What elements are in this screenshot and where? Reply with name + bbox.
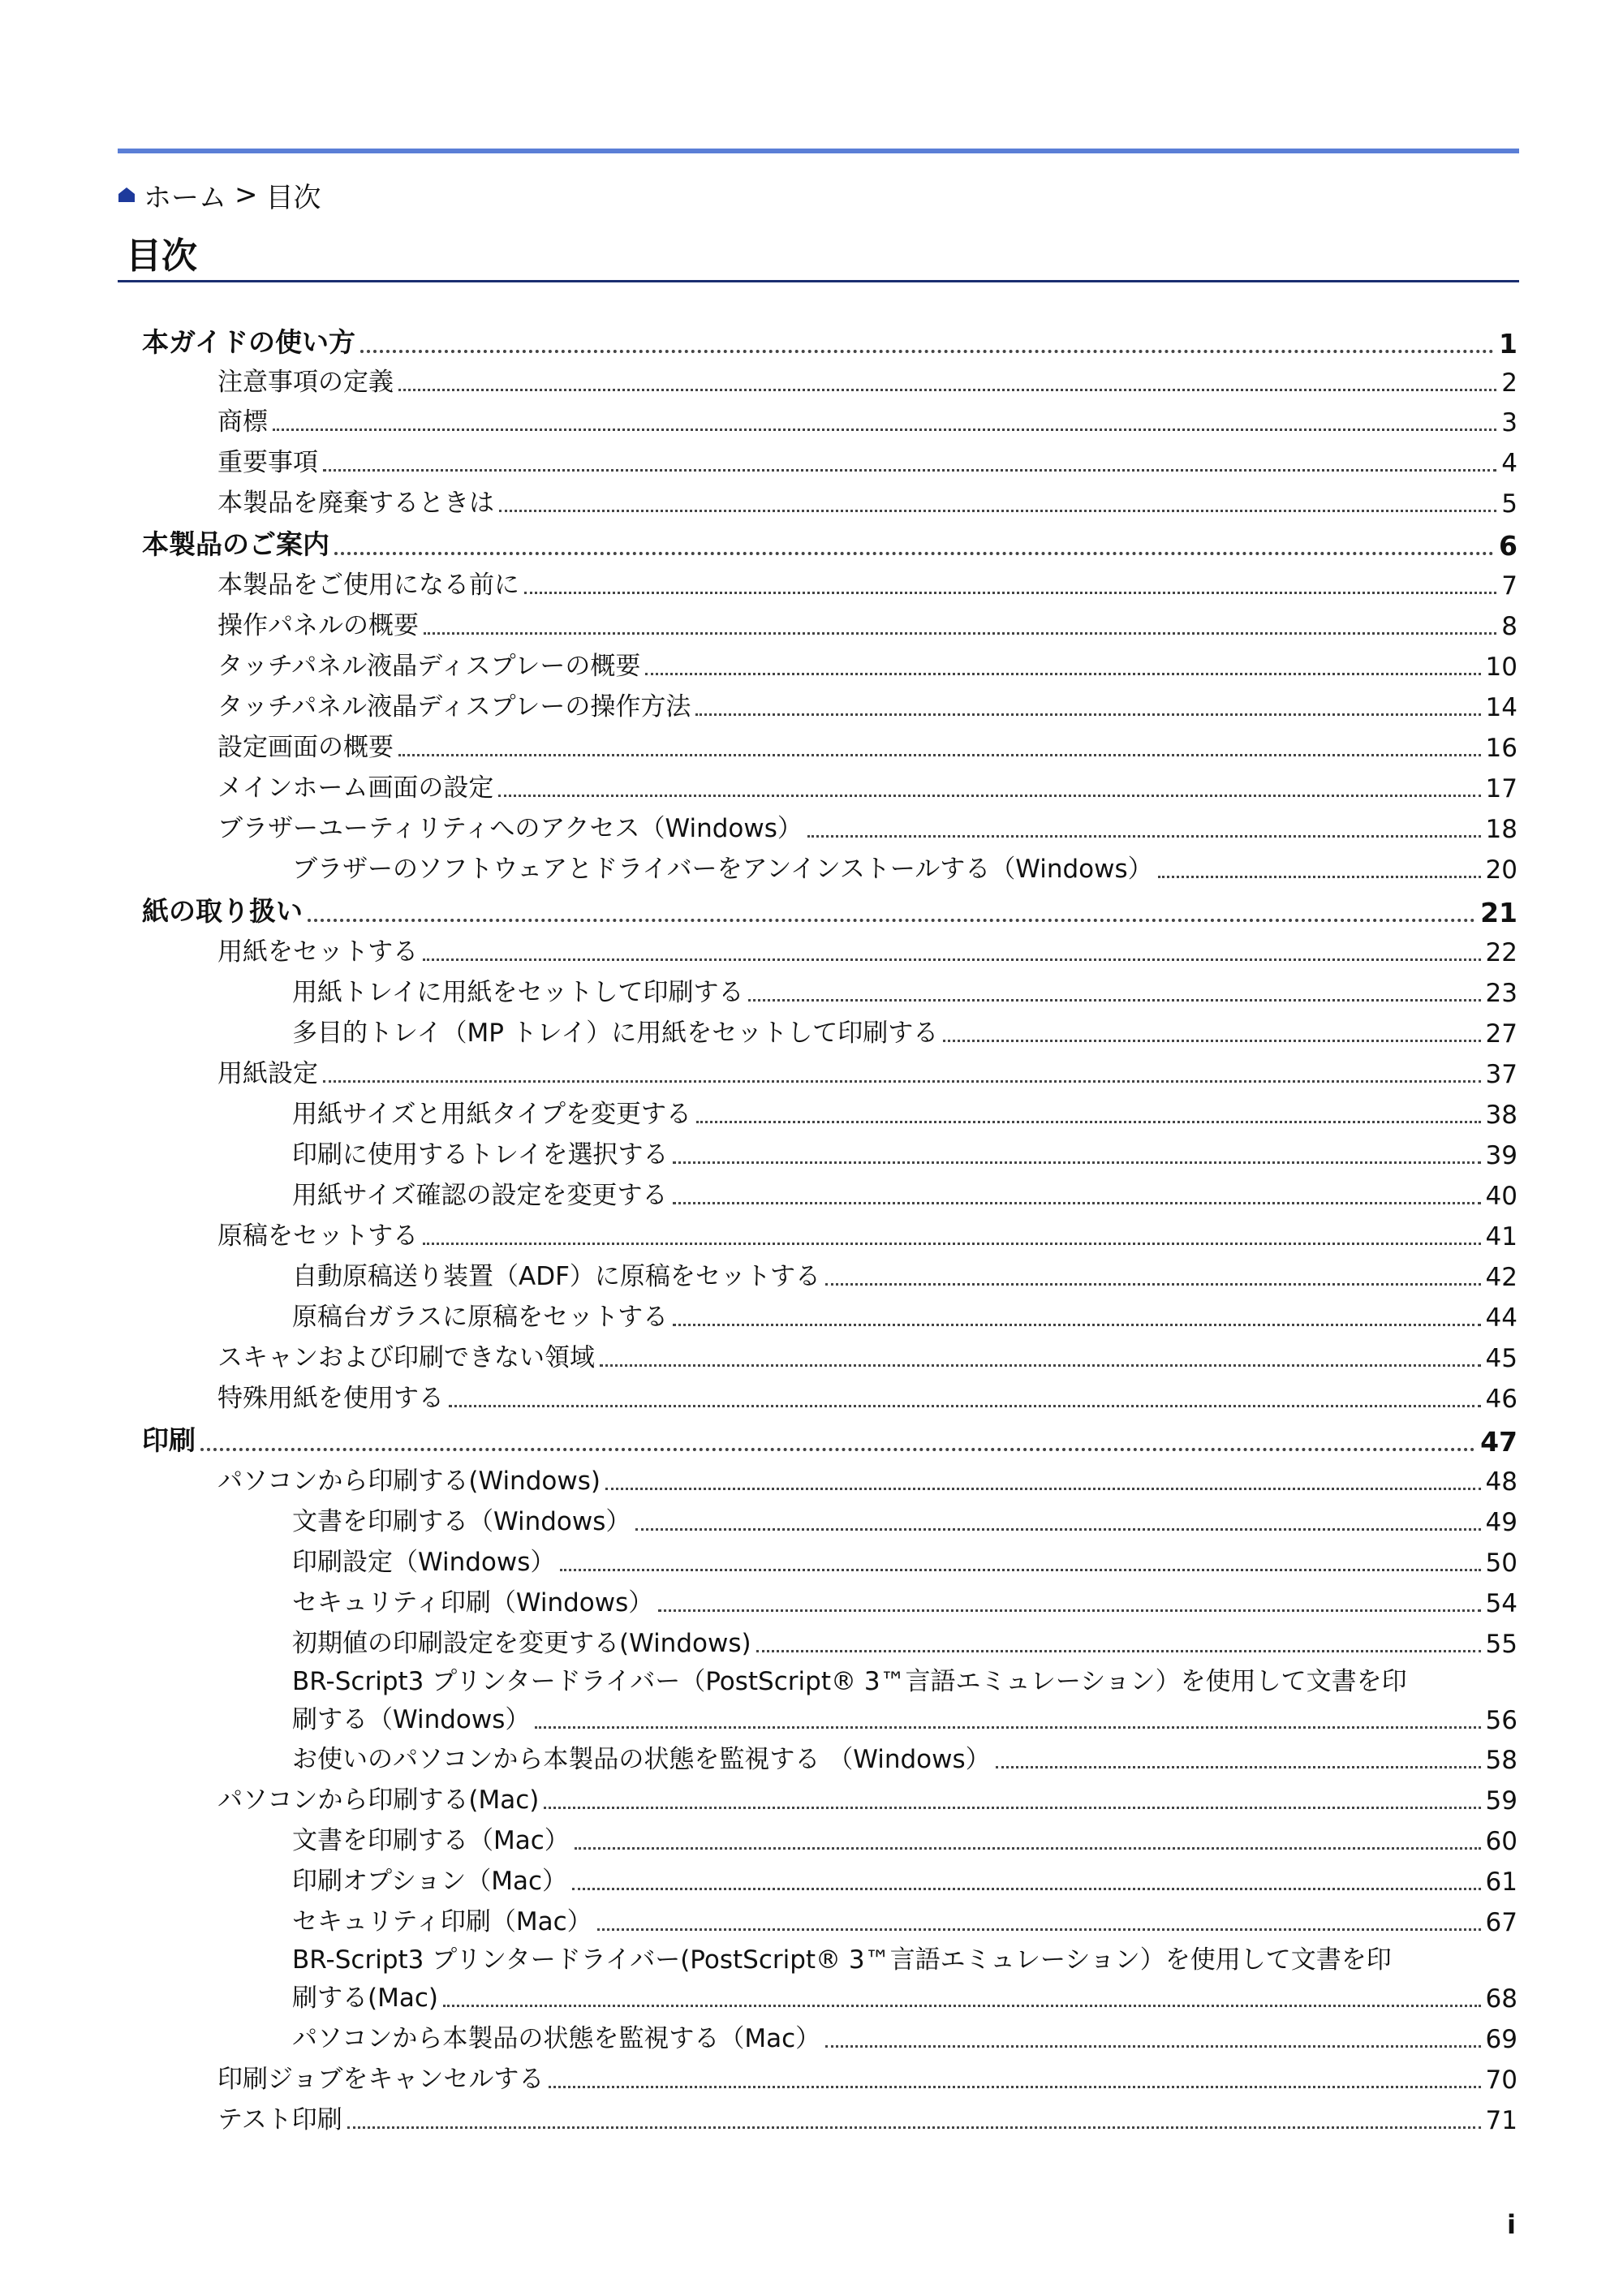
toc-dot-leader xyxy=(572,1888,1481,1890)
toc-entry[interactable] xyxy=(217,808,1518,844)
toc-page-number: 4 xyxy=(1501,449,1518,478)
toc-entry[interactable] xyxy=(292,1094,1518,1130)
toc-dot-leader xyxy=(398,754,1481,756)
toc-entry[interactable] xyxy=(217,2059,1518,2095)
toc-entry-title: パソコンから印刷する(Mac) xyxy=(217,1786,540,1815)
toc-entry-title: BR-Script3 プリンタードライバー(PostScript® 3™言語エミュレーション）を使用して文書を印 xyxy=(292,1945,1392,1975)
toc-page-number: 54 xyxy=(1485,1589,1518,1618)
toc-entry[interactable] xyxy=(292,1902,1518,1937)
toc-dot-leader xyxy=(524,592,1496,594)
toc-entry[interactable] xyxy=(292,1583,1518,1618)
toc-page-number: 59 xyxy=(1485,1786,1518,1816)
toc-page-number: 1 xyxy=(1499,328,1518,360)
toc-entry-title: 重要事項 xyxy=(217,448,318,477)
toc-dot-leader xyxy=(449,1405,1481,1407)
toc-entry[interactable] xyxy=(217,362,1518,398)
toc-dot-leader xyxy=(600,1364,1481,1367)
toc-dot-leader xyxy=(673,1324,1480,1326)
toc-page-number: 23 xyxy=(1485,979,1518,1008)
toc-page-number: 50 xyxy=(1485,1549,1518,1578)
toc-dot-leader xyxy=(499,510,1496,512)
toc-dot-leader xyxy=(695,713,1480,716)
toc-page-number: 70 xyxy=(1485,2066,1518,2095)
toc-page-number: 39 xyxy=(1485,1141,1518,1170)
toc-entry-title: タッチパネル液晶ディスプレーの操作方法 xyxy=(217,692,691,722)
toc-entry-title: メインホーム画面の設定 xyxy=(217,773,494,803)
toc-entry-title: 印刷 xyxy=(142,1424,196,1456)
toc-page-number: 68 xyxy=(1485,1984,1518,2014)
toc-dot-leader xyxy=(200,1448,1475,1451)
toc-entry[interactable] xyxy=(217,402,1518,437)
header-rule xyxy=(118,149,1519,153)
toc-dot-leader xyxy=(825,1283,1481,1286)
toc-dot-leader xyxy=(398,389,1496,391)
toc-entry[interactable] xyxy=(217,687,1518,722)
toc-dot-leader xyxy=(825,2045,1480,2048)
toc-page-number: 45 xyxy=(1485,1344,1518,1373)
toc-entry[interactable] xyxy=(142,321,1518,360)
toc-entry-title: タッチパネル液晶ディスプレーの概要 xyxy=(217,652,641,681)
toc-entry-title-continued: 刷する（Windows） xyxy=(292,1705,531,1734)
toc-dot-leader xyxy=(560,1569,1480,1571)
toc-dot-leader xyxy=(1158,876,1481,878)
toc-entry[interactable] xyxy=(292,1739,1518,1775)
toc-entry[interactable] xyxy=(217,1338,1518,1373)
toc-dot-leader xyxy=(635,1528,1480,1531)
toc-dot-leader xyxy=(424,632,1496,635)
toc-page-number: 5 xyxy=(1501,489,1518,519)
toc-entry-title: お使いのパソコンから本製品の状態を監視する （Windows） xyxy=(292,1745,991,1774)
toc-entry-title: 自動原稿送り装置（ADF）に原稿をセットする xyxy=(292,1262,820,1291)
title-rule xyxy=(118,280,1519,282)
toc-page-number: 16 xyxy=(1485,734,1518,763)
toc-page-number: 14 xyxy=(1485,693,1518,722)
toc-entry[interactable] xyxy=(292,1175,1518,1211)
toc-entry[interactable] xyxy=(142,890,1518,928)
toc-entry[interactable] xyxy=(217,605,1518,641)
toc-entry[interactable] xyxy=(217,932,1518,967)
toc-page-number: 3 xyxy=(1501,408,1518,437)
toc-dot-leader xyxy=(308,919,1475,922)
toc-page-number: 10 xyxy=(1485,653,1518,682)
toc-dot-leader xyxy=(498,795,1480,797)
toc-page-number: 46 xyxy=(1485,1385,1518,1414)
toc-dot-leader xyxy=(996,1766,1481,1768)
toc-entry-title: 文書を印刷する（Mac） xyxy=(292,1826,570,1855)
toc-page-number: 20 xyxy=(1485,855,1518,885)
toc-dot-leader xyxy=(597,1928,1481,1931)
toc-page-number: 42 xyxy=(1485,1263,1518,1292)
toc-page-number: 22 xyxy=(1485,938,1518,967)
toc-entry-title: 本ガイドの使い方 xyxy=(142,326,356,358)
toc-page-number: 17 xyxy=(1485,774,1518,803)
toc-entry[interactable] xyxy=(292,849,1518,885)
toc-dot-leader xyxy=(748,999,1480,1002)
toc-entry-title: 特殊用紙を使用する xyxy=(217,1384,444,1413)
toc-page-number: 41 xyxy=(1485,1222,1518,1251)
toc-entry[interactable] xyxy=(292,1623,1518,1659)
toc-entry[interactable] xyxy=(292,1542,1518,1578)
toc-page-number: 37 xyxy=(1485,1060,1518,1089)
toc-entry[interactable] xyxy=(217,646,1518,682)
toc-dot-leader xyxy=(535,1726,1480,1729)
toc-dot-leader xyxy=(423,958,1480,961)
toc-page-number: 58 xyxy=(1485,1746,1518,1775)
page-title: 目次 xyxy=(126,235,197,277)
toc-entry[interactable] xyxy=(292,1942,1518,2012)
page-number: i xyxy=(1507,2209,1516,2240)
toc-entry-title: 本製品のご案内 xyxy=(142,528,329,560)
toc-dot-leader xyxy=(943,1040,1480,1042)
toc-entry-title-continued: 刷する(Mac) xyxy=(292,1984,438,2013)
toc-entry-title: 注意事項の定義 xyxy=(217,368,394,397)
toc-entry[interactable] xyxy=(217,1216,1518,1251)
toc-entry-title: BR-Script3 プリンタードライバー（PostScript® 3™言語エミュレーション）を使用して文書を印 xyxy=(292,1667,1407,1696)
toc-entry-title: 本製品をご使用になる前に xyxy=(217,571,519,600)
toc-entry[interactable] xyxy=(217,565,1518,601)
toc-entry[interactable] xyxy=(292,1013,1518,1049)
toc-entry-title: パソコンから本製品の状態を監視する（Mac） xyxy=(292,2024,821,2053)
toc-dot-leader xyxy=(347,2126,1481,2129)
toc-dot-leader xyxy=(673,1202,1481,1204)
toc-dot-leader xyxy=(807,835,1481,838)
toc-dot-leader xyxy=(673,1161,1480,1164)
toc-page-number: 56 xyxy=(1485,1706,1518,1735)
toc-page-number: 18 xyxy=(1485,815,1518,844)
toc-dot-leader xyxy=(575,1847,1481,1850)
toc-page-number: 71 xyxy=(1485,2106,1518,2135)
toc-entry-title: 初期値の印刷設定を変更する(Windows) xyxy=(292,1629,751,1658)
toc-entry[interactable] xyxy=(292,1135,1518,1170)
toc-entry-title: 紙の取り扱い xyxy=(142,895,303,927)
toc-entry-title: 用紙サイズ確認の設定を変更する xyxy=(292,1181,668,1210)
toc-entry-title: セキュリティ印刷（Windows） xyxy=(292,1588,654,1618)
toc-entry-title: 印刷に使用するトレイを選択する xyxy=(292,1140,669,1170)
home-icon[interactable] xyxy=(118,186,136,204)
toc-entry-title: 用紙トレイに用紙をセットして印刷する xyxy=(292,978,744,1007)
toc-entry-title: スキャンおよび印刷できない領域 xyxy=(217,1343,595,1372)
toc-page-number: 40 xyxy=(1485,1182,1518,1211)
toc-entry[interactable] xyxy=(292,972,1518,1008)
toc-entry-title: ブラザーユーティリティへのアクセス（Windows） xyxy=(217,814,803,843)
toc-page-number: 7 xyxy=(1501,571,1518,601)
toc-entry[interactable] xyxy=(292,1820,1518,1856)
toc-dot-leader xyxy=(605,1488,1481,1490)
toc-entry[interactable] xyxy=(292,1256,1518,1292)
breadcrumb-home-link[interactable]: ホーム xyxy=(144,181,226,214)
toc-entry[interactable] xyxy=(217,1780,1518,1816)
toc-page-number: 8 xyxy=(1501,612,1518,641)
toc-dot-leader xyxy=(323,1080,1481,1083)
toc-entry-title: 本製品を廃棄するときは xyxy=(217,489,494,518)
toc-entry-title: 原稿台ガラスに原稿をセットする xyxy=(292,1303,669,1332)
toc-entry[interactable] xyxy=(292,1861,1518,1897)
toc-dot-leader xyxy=(696,1121,1481,1123)
toc-entry-title-continued-row xyxy=(292,1978,1518,2014)
toc-entry-title: 原稿をセットする xyxy=(217,1221,419,1251)
toc-page-number: 61 xyxy=(1485,1867,1518,1897)
toc-page-number: 69 xyxy=(1485,2025,1518,2054)
toc-entry[interactable] xyxy=(217,727,1518,763)
toc-entry[interactable] xyxy=(217,1378,1518,1414)
toc-dot-leader xyxy=(756,1650,1481,1652)
toc-entry-title: 操作パネルの概要 xyxy=(217,611,419,640)
toc-entry-title: 用紙サイズと用紙タイプを変更する xyxy=(292,1100,691,1129)
toc-entry[interactable] xyxy=(217,2100,1518,2135)
toc-entry-title: 多目的トレイ（MP トレイ）に用紙をセットして印刷する xyxy=(292,1019,939,1048)
toc-entry-title-continued-row xyxy=(292,1699,1518,1735)
toc-entry[interactable] xyxy=(217,768,1518,803)
toc-entry-title: 設定画面の概要 xyxy=(217,733,394,762)
toc-dot-leader xyxy=(549,2086,1480,2088)
toc-dot-leader xyxy=(645,673,1480,675)
toc-dot-leader xyxy=(360,350,1494,353)
toc-dot-leader xyxy=(334,552,1494,555)
toc-entry-title: 用紙設定 xyxy=(217,1059,318,1088)
toc-entry[interactable] xyxy=(142,1419,1518,1458)
breadcrumb-current: 目次 xyxy=(265,181,321,214)
toc-dot-leader xyxy=(323,469,1496,472)
toc-entry-title: 印刷ジョブをキャンセルする xyxy=(217,2065,545,2094)
toc-dot-leader xyxy=(443,2005,1481,2007)
toc-entry-title: セキュリティ印刷（Mac） xyxy=(292,1907,592,1936)
toc-entry[interactable] xyxy=(217,483,1518,519)
toc-entry[interactable] xyxy=(292,1664,1518,1734)
toc-page-number: 27 xyxy=(1485,1019,1518,1049)
toc-dot-leader xyxy=(273,429,1496,431)
toc-page-number: 6 xyxy=(1499,530,1518,562)
toc-entry-title: 用紙をセットする xyxy=(217,937,419,967)
toc-entry[interactable] xyxy=(217,442,1518,478)
toc-page-number: 48 xyxy=(1485,1467,1518,1497)
toc-entry-title: パソコンから印刷する(Windows) xyxy=(217,1467,601,1496)
toc-page-number: 55 xyxy=(1485,1630,1518,1659)
toc-dot-leader xyxy=(423,1243,1480,1245)
toc-entry[interactable] xyxy=(142,523,1518,562)
toc-page-number: 38 xyxy=(1485,1101,1518,1130)
toc-page-number: 44 xyxy=(1485,1303,1518,1333)
toc-entry[interactable] xyxy=(217,1053,1518,1089)
toc-entry-title: ブラザーのソフトウェアとドライバーをアンインストールする（Windows） xyxy=(292,855,1153,884)
toc-entry[interactable] xyxy=(292,2018,1518,2054)
toc-entry-title: 印刷設定（Windows） xyxy=(292,1548,556,1577)
toc-entry-title: 商標 xyxy=(217,407,268,437)
toc-page-number: 21 xyxy=(1480,897,1518,928)
toc-page-number: 2 xyxy=(1501,368,1518,398)
toc-page-number: 47 xyxy=(1480,1426,1518,1458)
toc-entry[interactable] xyxy=(292,1297,1518,1333)
toc-dot-leader xyxy=(544,1807,1480,1809)
toc-page-number: 60 xyxy=(1485,1827,1518,1856)
toc-page-number: 67 xyxy=(1485,1908,1518,1937)
breadcrumb xyxy=(118,177,321,213)
breadcrumb-separator: > xyxy=(235,179,258,211)
toc-page-number: 49 xyxy=(1485,1508,1518,1537)
toc-dot-leader xyxy=(658,1609,1480,1612)
toc-entry[interactable] xyxy=(292,1501,1518,1537)
toc-entry-title: テスト印刷 xyxy=(217,2105,342,2134)
toc-entry-title: 文書を印刷する（Windows） xyxy=(292,1507,631,1536)
toc-entry[interactable] xyxy=(217,1461,1518,1497)
toc-entry-title: 印刷オプション（Mac） xyxy=(292,1867,567,1896)
